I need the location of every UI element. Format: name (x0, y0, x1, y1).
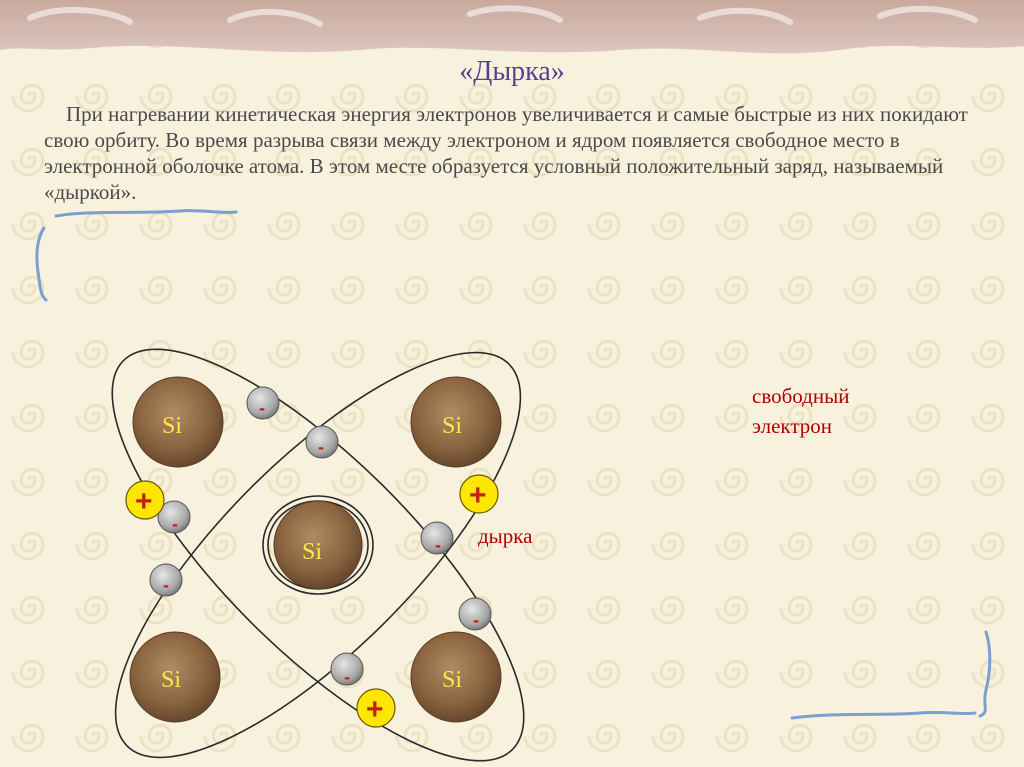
electron-2 (306, 426, 338, 458)
svg-text:-: - (163, 575, 169, 595)
hole-bottom (357, 689, 395, 727)
svg-text:-: - (318, 437, 324, 457)
hole-label: дырка (478, 524, 533, 548)
free-electron-label-line1: свободный (752, 384, 850, 408)
svg-text:-: - (435, 535, 441, 555)
atom-center (274, 501, 362, 589)
svg-text:-: - (344, 667, 350, 687)
free-electron-label-line2: электрон (752, 414, 833, 438)
svg-text:-: - (259, 398, 265, 418)
hole-right (460, 475, 498, 513)
svg-text:Si: Si (442, 413, 463, 439)
svg-text:Si: Si (162, 413, 183, 439)
hole-left (126, 481, 164, 519)
svg-text:Si: Si (302, 539, 323, 565)
electron-7 (331, 653, 363, 687)
svg-text:-: - (172, 514, 178, 534)
electron-4 (421, 522, 453, 555)
svg-text:+: + (469, 479, 487, 512)
svg-text:Si: Si (442, 667, 463, 693)
slide-title: «Дырка» (459, 56, 565, 87)
electron-5 (150, 564, 182, 596)
atom-bottom-left (130, 632, 220, 722)
atom-bottom-right (411, 632, 501, 722)
free-electron-label (752, 381, 952, 441)
svg-text:+: + (366, 693, 384, 726)
slide-paragraph: При нагревании кинетическая энергия электронов увеличивается и самые быстрые из них покидают свою орбиту. Во время разрыва связи между электроном и ядром появляется свободное место в электронной оболочке атома. В этом месте образуется условный положительный заряд, называемый «дыркой». (44, 102, 968, 204)
electron-free (459, 598, 491, 630)
svg-text:-: - (473, 610, 479, 630)
svg-text:+: + (135, 485, 153, 518)
svg-text:Si: Si (161, 667, 182, 693)
atom-top-right (411, 377, 501, 467)
atom-top-left (133, 377, 223, 467)
electron-1 (247, 387, 279, 419)
